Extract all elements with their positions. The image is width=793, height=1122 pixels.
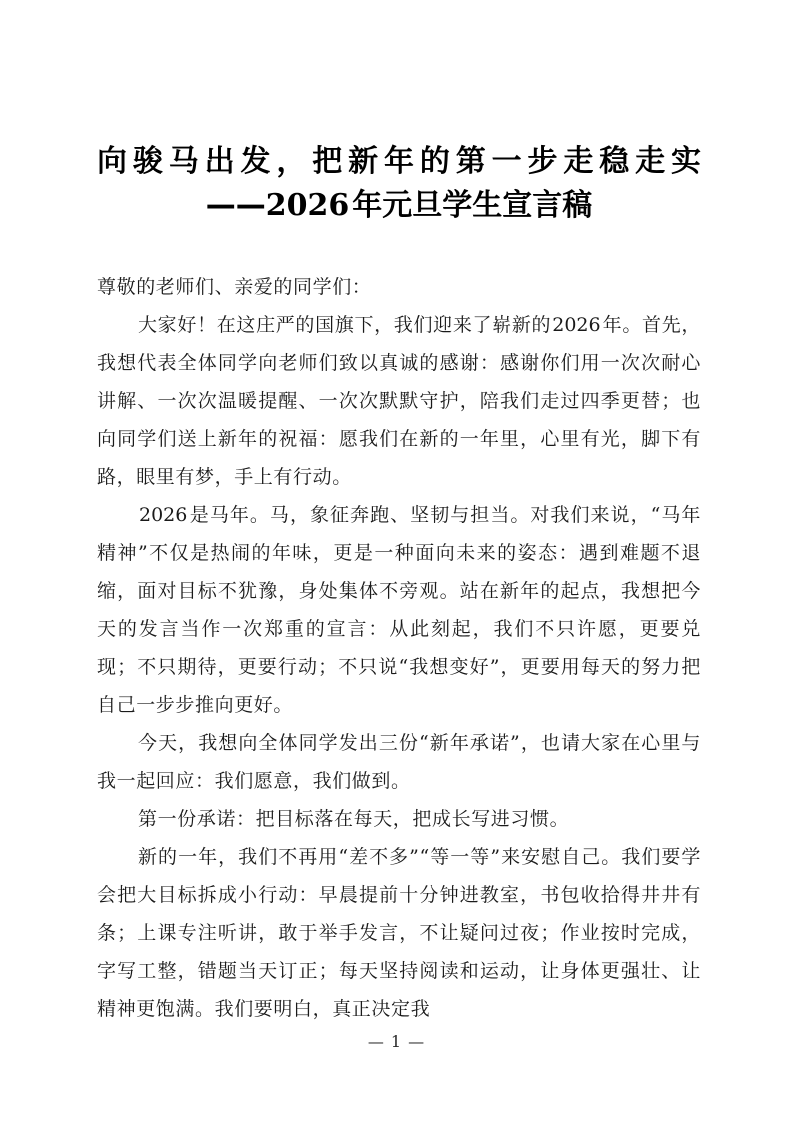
document-title (97, 140, 701, 228)
paragraph-promise-one-heading: 第一份承诺：把目标落在每天，把成长写进习惯。 (138, 808, 570, 830)
title-subtitle-text: 年元旦学生宣言稿 (352, 188, 593, 223)
page-footer (0, 1032, 793, 1051)
paragraph-horse-year-num: 2026 (139, 504, 188, 526)
paragraph-greeting (97, 306, 701, 496)
paragraph-greeting-year: 2026 (552, 314, 601, 336)
paragraph-greeting-pre: 大家好！在这庄严的国旗下，我们迎来了崭新的 (138, 314, 552, 336)
title-year: 2026 (265, 188, 350, 223)
title-dash: —— (205, 188, 266, 223)
paragraph-horse-year-text: 是马年。马，象征奔跑、坚韧与担当。对我们来说，“马年精神”不仅是热闹的年味，更是一种面向未来的姿态：遇到难题不退缩，面对目标不犹豫，身处集体不旁观。站在新年的起点，我想把今天的发言当作一次郑重的宣言：从此刻起，我们不只许愿，更要兑现；不只期待，更要行动；不只说“我想变好”，更要用每天的努力把自己一步步推向更好。 (97, 504, 701, 716)
paragraph-salutation: 尊敬的老师们、亲爱的同学们： (97, 276, 372, 298)
paragraph-promise-one-detail: 新的一年，我们不再用“差不多”“等一等”来安慰自己。我们要学会把大目标拆成小行动：早晨提前十分钟进教室，书包收拾得井井有条；上课专注听讲，敢于举手发言，不让疑问过夜；作业按时完成，字写工整，错题当天订正；每天坚持阅读和运动，让身体更强壮、让精神更饱满。我们要明白，真正决定我 (97, 846, 701, 1020)
page-number: — 1 — (367, 1032, 426, 1051)
paragraph-horse-year (97, 496, 701, 724)
document-body (97, 268, 701, 1028)
paragraph-greeting-post: 年。首先，我想代表全体同学向老师们致以真诚的感谢：感谢你们用一次次耐心讲解、一次次温暖提醒、一次次默默守护，陪我们走过四季更替；也向同学们送上新年的祝福：愿我们在新的一年里，心里有光，脚下有路，眼里有梦，手上有行动。 (97, 314, 701, 488)
paragraph-three-promises: 今天，我想向全体同学发出三份“新年承诺”，也请大家在心里与我一起回应：我们愿意，我们做到。 (97, 732, 701, 792)
title-line-main: 向骏马出发，把新年的第一步走稳走实 (97, 144, 701, 179)
title-line-subtitle (97, 184, 701, 228)
